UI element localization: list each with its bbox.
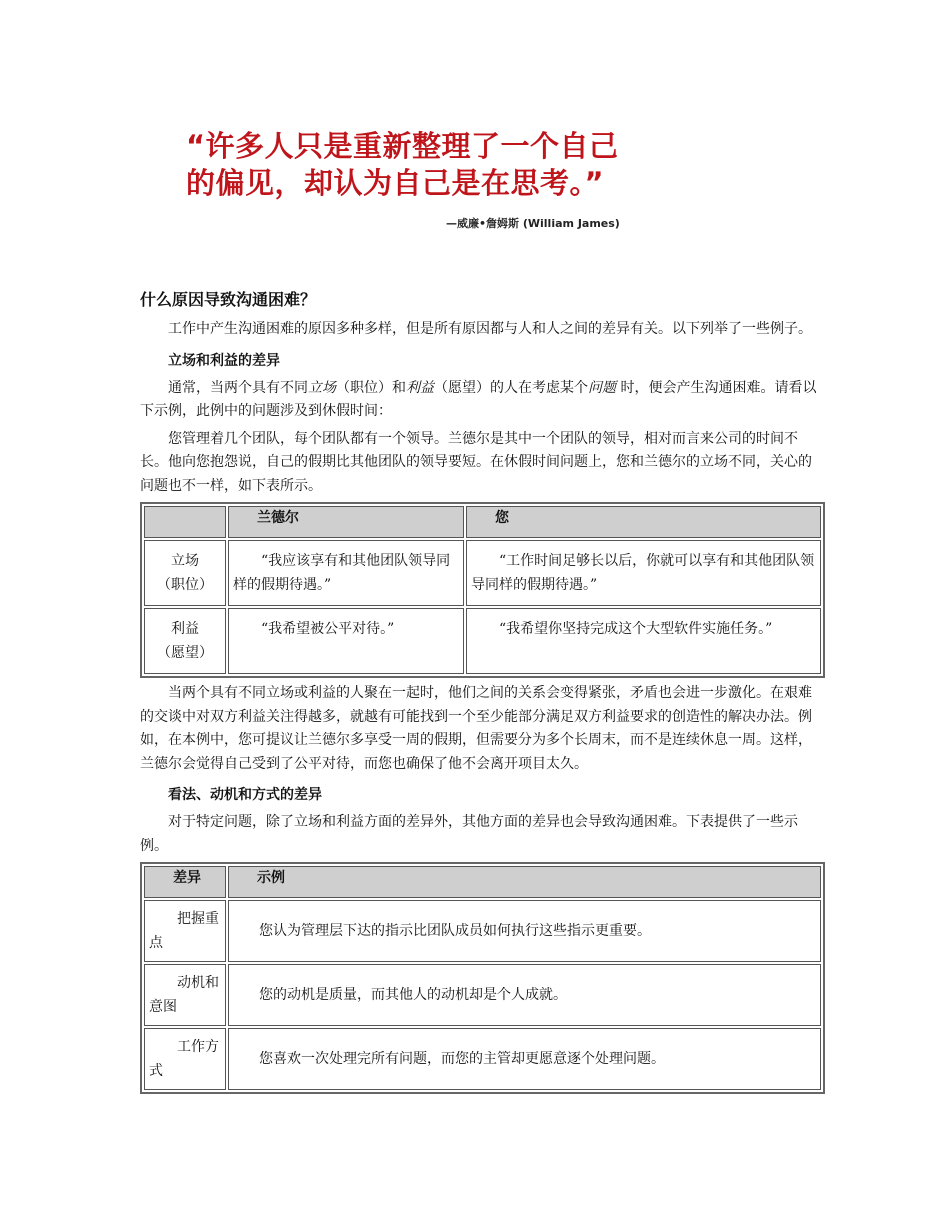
table-cell: “工作时间足够长以后，你就可以享有和其他团队领导同样的假期待遇。” bbox=[466, 540, 821, 606]
table-header-cell: 您 bbox=[466, 506, 821, 538]
table-cell: 您喜欢一次处理完所有问题，而您的主管却更愿意逐个处理问题。 bbox=[228, 1028, 821, 1090]
row-label: 利益 （愿望） bbox=[144, 608, 226, 674]
table-cell: 您认为管理层下达的指示比团队成员如何执行这些指示更重要。 bbox=[228, 900, 821, 962]
table-header-cell: 兰德尔 bbox=[228, 506, 464, 538]
table-cell: “我希望你坚持完成这个大型软件实施任务。” bbox=[466, 608, 821, 674]
article-content bbox=[140, 287, 825, 1098]
row-label: 立场 （职位） bbox=[144, 540, 226, 606]
positions-paragraph-2: 您管理着几个团队，每个团队都有一个领导。兰德尔是其中一个团队的领导，相对而言来公司的时间不长。他向您抱怨说，自己的假期比其他团队的领导要短。在休假时间问题上，您和兰德尔的立场不同，关心的问题也不一样，如下表所示。 bbox=[140, 430, 812, 494]
table-cell: “我希望被公平对待。” bbox=[228, 608, 464, 674]
positions-paragraph-3: 当两个具有不同立场或利益的人聚在一起时，他们之间的关系会变得紧张，矛盾也会进一步激化。在艰难的交谈中对双方利益关注得越多，就越有可能找到一个至少能部分满足双方利益要求的创造性的解决办法。例如，在本例中，您可提议让兰德尔多享受一周的假期，但需要分为多个长周末，而不是连续休息一周。这样，兰德尔会觉得自己受到了公平对待，而您也确保了他不会离开项目太久。 bbox=[140, 685, 812, 772]
quote-attribution: —威廉•詹姆斯 (William James) bbox=[446, 217, 620, 230]
positions-paragraph-1: 通常，当两个具有不同立场（职位）和利益（愿望）的人在考虑某个问题 时，便会产生沟通困难。请看以下示例，此例中的问题涉及到休假时间： bbox=[140, 379, 817, 419]
table-row bbox=[144, 900, 821, 962]
quote-block bbox=[186, 128, 619, 202]
subsection-title-perspectives: 看法、动机和方式的差异 bbox=[168, 787, 322, 803]
table-row bbox=[144, 964, 821, 1026]
row-label: 工作方式 bbox=[144, 1028, 226, 1090]
perspectives-paragraph: 对于特定问题，除了立场和利益方面的差异外，其他方面的差异也会导致沟通困难。下表提供了一些示例。 bbox=[140, 814, 798, 854]
quote-line-2: 的偏见，却认为自己是在思考。” bbox=[186, 166, 605, 200]
table-header-row bbox=[144, 866, 821, 898]
row-label: 把握重点 bbox=[144, 900, 226, 962]
table-cell: “我应该享有和其他团队领导同样的假期待遇。” bbox=[228, 540, 464, 606]
table-row bbox=[144, 1028, 821, 1090]
subsection-title-positions: 立场和利益的差异 bbox=[168, 352, 280, 369]
table-row bbox=[144, 608, 821, 674]
table-header-cell: 示例 bbox=[228, 866, 821, 898]
table-header-cell bbox=[144, 506, 226, 538]
table-row bbox=[144, 540, 821, 606]
differences-table bbox=[140, 862, 825, 1094]
table-header-cell: 差异 bbox=[144, 866, 226, 898]
positions-table bbox=[140, 502, 825, 678]
section-title: 什么原因导致沟通困难？ bbox=[140, 290, 317, 309]
table-cell: 您的动机是质量，而其他人的动机却是个人成就。 bbox=[228, 964, 821, 1026]
table-header-row bbox=[144, 506, 821, 538]
intro-paragraph: 工作中产生沟通困难的原因多种多样，但是所有原因都与人和人之间的差异有关。以下列举了一些例子。 bbox=[168, 321, 812, 337]
quote-line-1: “许多人只是重新整理了一个自己 bbox=[186, 129, 619, 163]
row-label: 动机和意图 bbox=[144, 964, 226, 1026]
